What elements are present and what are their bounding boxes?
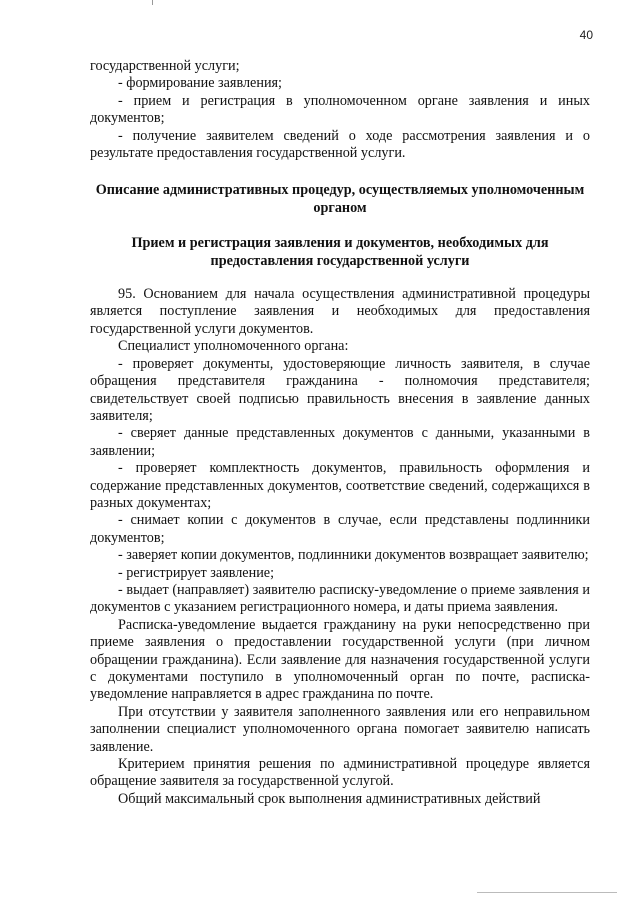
scan-edge-mark: [152, 0, 153, 5]
list-item-certify-copies: - заверяет копии документов, подлинники документов возвращает заявителю;: [118, 547, 589, 564]
paragraph-receipt: Расписка-уведомление выдается гражданину на руки непосредственно при приеме заявления о предоставлении государственной услуги (при личном обращении гражданина). Если заявление для назначения государственной услуги с документами поступило в уполномоченный орган по почте, расписка-уведомление направляется в адрес гражданина по почте.: [90, 616, 590, 703]
page-number: 40: [579, 28, 593, 42]
paragraph-deadline: Общий максимальный срок выполнения административных действий: [118, 790, 541, 807]
clause-95: 95. Основанием для начала осуществления административной процедуры является поступление заявления и необходимых для предоставления государственной услуги документов.: [90, 286, 590, 337]
list-item-check-completeness: - проверяет комплектность документов, правильность оформления и содержание представленных документов, соответствие сведений, содержащихся в разных документах;: [90, 460, 590, 511]
paragraph-0: государственной услуги;: [90, 58, 240, 74]
paragraph-criterion: Критерием принятия решения по административной процедуре является обращение заявителя за государственной услугой.: [90, 756, 590, 790]
list-item-registration: - прием и регистрация в уполномоченном органе заявления и иных документов;: [90, 92, 590, 127]
list-item-register: - регистрирует заявление;: [118, 564, 275, 581]
list-item-forming: - формирование заявления;: [118, 75, 283, 92]
list-item-compare-data: - сверяет данные представленных документов с данными, указанными в заявлении;: [90, 425, 590, 459]
subsection-heading: Прием и регистрация заявления и документов, необходимых для предоставления государственной услуги: [131, 235, 549, 269]
specialist-intro: Специалист уполномоченного органа:: [118, 338, 349, 355]
document-body: [90, 58, 590, 808]
list-item-issue-receipt: - выдает (направляет) заявителю расписку-уведомление о приеме заявления и документов с указанием регистрационного номера, и даты приема заявления.: [90, 581, 590, 616]
paragraph-missing-application: При отсутствии у заявителя заполненного заявления или его неправильном заполнении специалист уполномоченного органа помогает заявителю написать заявление.: [90, 703, 590, 755]
scan-bottom-line: [477, 892, 617, 893]
list-item-progress-info: - получение заявителем сведений о ходе рассмотрения заявления и о результате предоставления государственной услуги.: [90, 127, 590, 162]
section-heading: Описание административных процедур, осуществляемых уполномоченным органом: [95, 182, 585, 216]
list-item-check-identity: - проверяет документы, удостоверяющие личность заявителя, в случае обращения представителя гражданина - полномочия представителя; свидетельствует своей подписью правильность внесения в заявление данных заявителя;: [90, 355, 590, 424]
list-item-make-copies: - снимает копии с документов в случае, если представлены подлинники документов;: [90, 512, 590, 546]
